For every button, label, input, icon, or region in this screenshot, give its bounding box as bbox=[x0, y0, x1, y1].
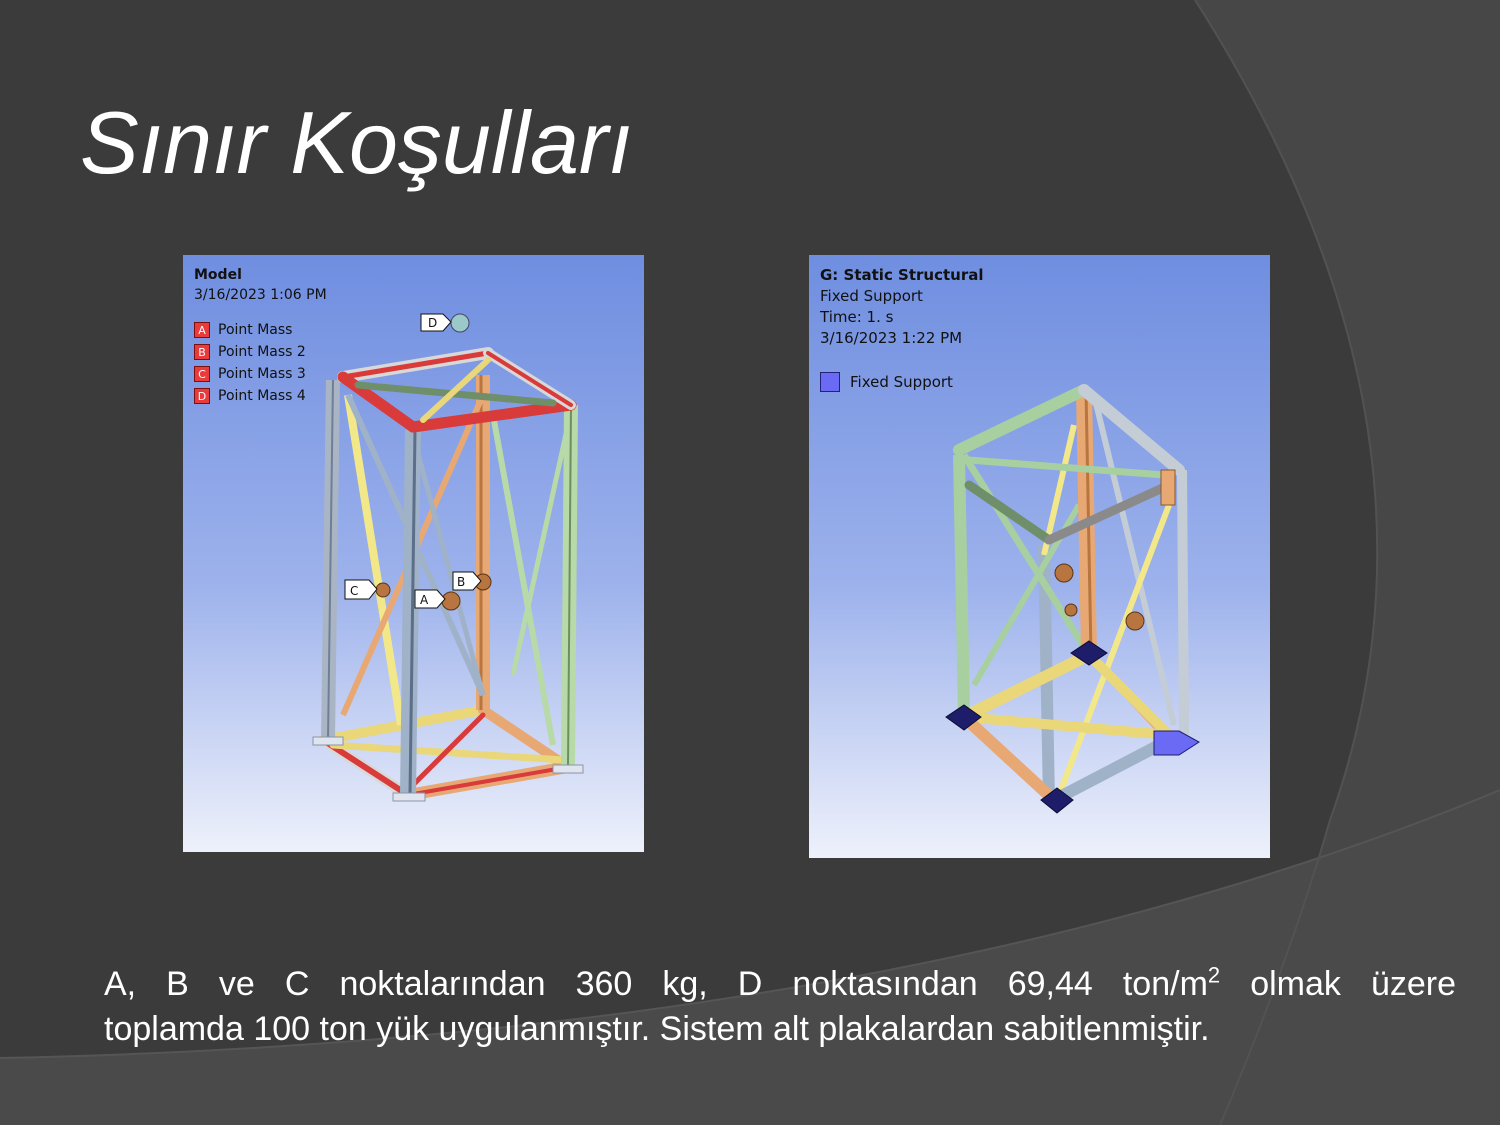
fixed-support-legend bbox=[820, 371, 953, 393]
point-mass-legend bbox=[194, 319, 306, 407]
model-view-panel bbox=[183, 255, 644, 852]
caption-superscript: 2 bbox=[1207, 962, 1221, 988]
legend-label-d: Point Mass 4 bbox=[218, 388, 306, 404]
svg-text:C: C bbox=[350, 584, 359, 598]
analysis-heading: G: Static Structural bbox=[820, 266, 984, 284]
analysis-subtitle: Fixed Support bbox=[820, 287, 923, 305]
legend-item-fixed-support bbox=[820, 371, 953, 393]
legend-item-d bbox=[194, 385, 306, 407]
svg-text:D: D bbox=[428, 316, 438, 330]
legend-label-b: Point Mass 2 bbox=[218, 344, 306, 360]
legend-item-a bbox=[194, 319, 306, 341]
mass-tag-c bbox=[345, 580, 377, 599]
slide-title: Sınır Koşulları bbox=[80, 93, 633, 192]
static-structural-panel bbox=[809, 255, 1270, 858]
mass-tag-d bbox=[421, 314, 451, 331]
legend-key-d: D bbox=[194, 388, 210, 404]
svg-text:A: A bbox=[420, 593, 429, 607]
model-date: 3/16/2023 1:06 PM bbox=[194, 287, 327, 303]
legend-item-c bbox=[194, 363, 306, 385]
analysis-time: Time: 1. s bbox=[820, 308, 894, 326]
model-info bbox=[194, 265, 327, 305]
analysis-date: 3/16/2023 1:22 PM bbox=[820, 329, 963, 347]
legend-label-c: Point Mass 3 bbox=[218, 366, 306, 382]
model-heading: Model bbox=[194, 267, 242, 283]
legend-item-b bbox=[194, 341, 306, 363]
legend-label-fixed-support: Fixed Support bbox=[850, 373, 953, 391]
analysis-info bbox=[820, 265, 984, 349]
slide-caption bbox=[104, 962, 1456, 1052]
caption-line-1-text: A, B ve C noktalarından 360 kg, D noktasından 69,44 ton/m bbox=[104, 965, 1208, 1003]
legend-label-a: Point Mass bbox=[218, 322, 293, 338]
caption-line-1 bbox=[104, 962, 1456, 1007]
fixed-support-swatch bbox=[820, 372, 840, 392]
caption-line-1-end: olmak üzere bbox=[1220, 965, 1456, 1003]
caption-line-2: toplamda 100 ton yük uygulanmıştır. Sistem alt plakalardan sabitlenmiştir. bbox=[104, 1010, 1210, 1048]
legend-key-a: A bbox=[194, 322, 210, 338]
legend-key-c: C bbox=[194, 366, 210, 382]
legend-key-b: B bbox=[194, 344, 210, 360]
svg-text:B: B bbox=[457, 575, 466, 589]
